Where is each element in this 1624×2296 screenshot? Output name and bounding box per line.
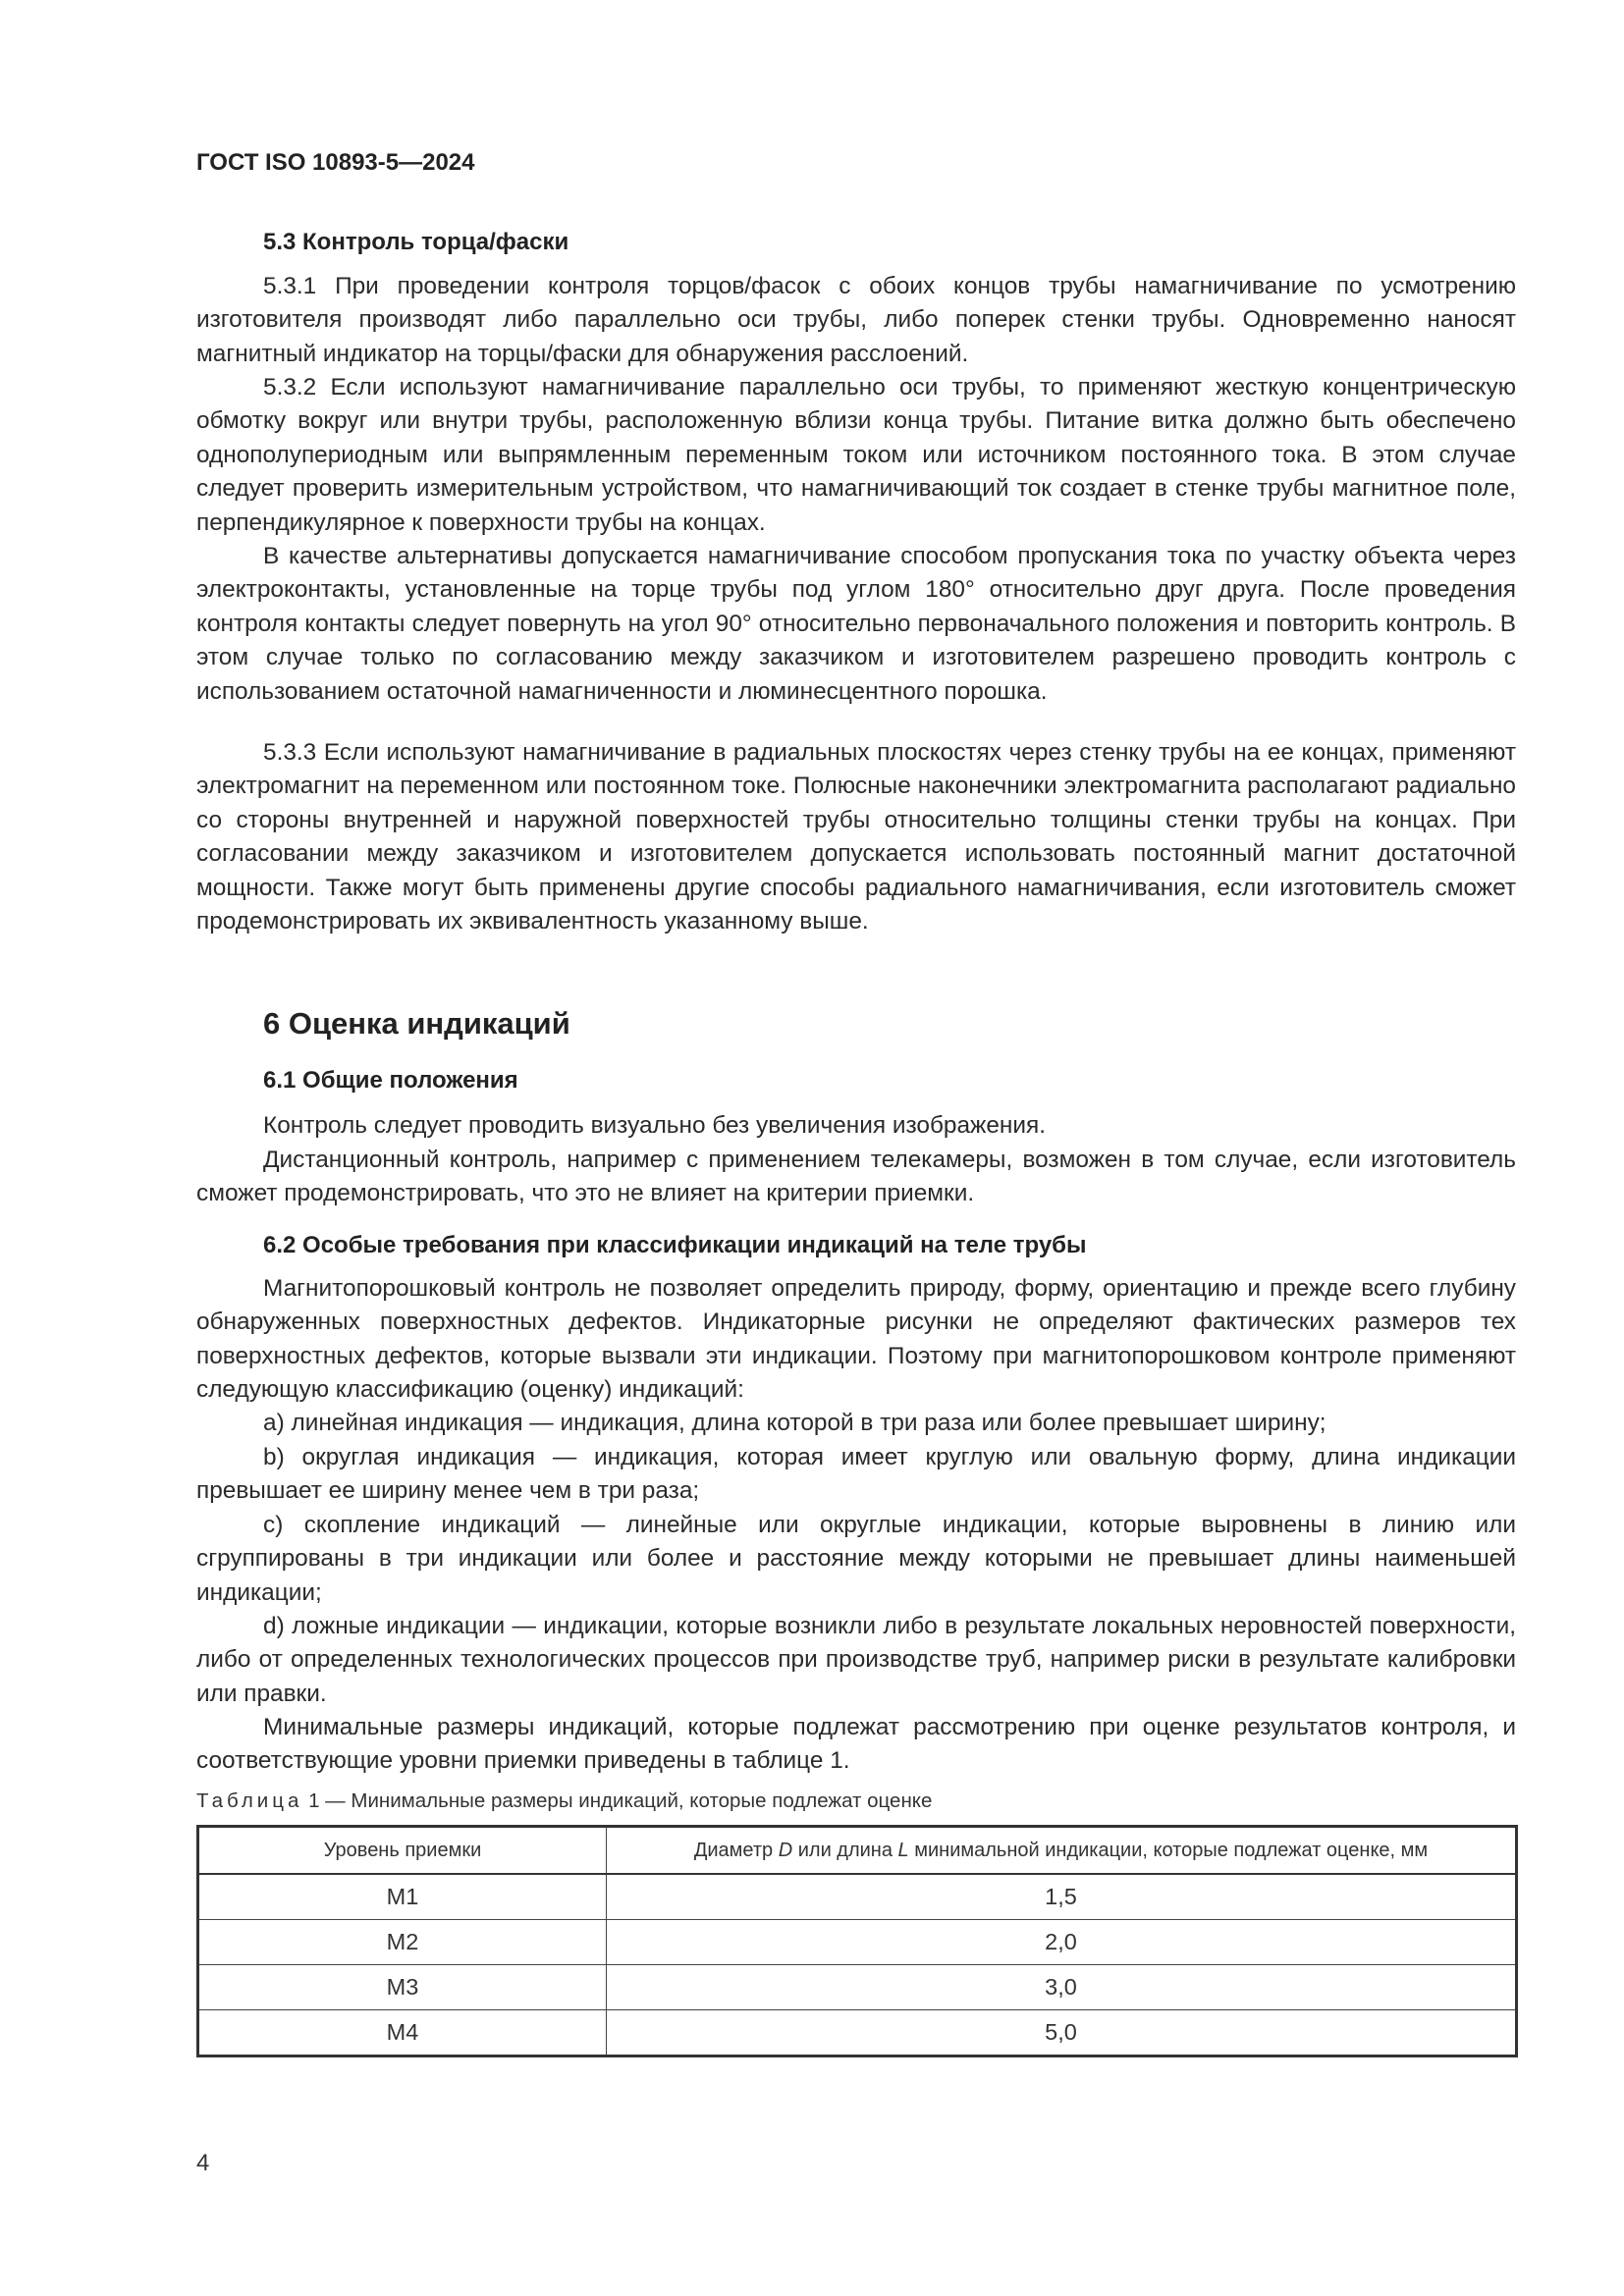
paragraph-6-2-intro: Магнитопорошковый контроль не позволяет определить природу, форму, ориентацию и прежде всего глубину обнаруженных поверхностных дефектов. Индикаторные рисунки не определяют фактических размеров тех поверхностных дефектов, которые вызвали эти индикации. Поэтому при магнитопорошковом контроле применяют следующую классификацию (оценку) индикаций: — [196, 1275, 1516, 1404]
document-header: ГОСТ ISO 10893-5—2024 — [196, 149, 475, 176]
page-number: 4 — [196, 2150, 210, 2176]
list-item-c: c) скопление индикаций — линейные или округлые индикации, которые выровнены в линию или сгруппированы в три индикации или более и расстояние между которыми не превышает длины наименьшей индикации; — [196, 1512, 1516, 1606]
column-header-level: Уровень приемки — [198, 1827, 607, 1875]
table-cell-size: 1,5 — [607, 1874, 1517, 1920]
section-6-heading: 6 Оценка индикаций — [263, 1006, 570, 1041]
column-header-size: Диаметр D или длина L минимальной индикации, которые подлежат оценке, мм — [607, 1827, 1517, 1875]
paragraph-6-2-closing: Минимальные размеры индикаций, которые подлежат рассмотрению при оценке результатов контроля, и соответствующие уровни приемки приведены в таблице 1. — [196, 1714, 1516, 1775]
acceptance-levels-table — [196, 1825, 1518, 2057]
paragraph-5-3-2: 5.3.2 Если используют намагничивание параллельно оси трубы, то применяют жесткую концентрическую обмотку вокруг или внутри трубы, расположенную вблизи конца трубы. Питание витка должно быть обеспечено однополупериодным или выпрямленным переменным током или источником постоянного тока. В этом случае следует проверить измерительным устройством, что намагничивающий ток создает в стенке трубы магнитное поле, перпендикулярное к поверхности трубы на концах. — [196, 374, 1516, 536]
section-6-1-heading: 6.1 Общие положения — [263, 1067, 518, 1094]
table-cell-level: M3 — [198, 1965, 607, 2010]
paragraph-5-3-1: 5.3.1 При проведении контроля торцов/фасок с обоих концов трубы намагничивание по усмотрению изготовителя производят либо параллельно оси трубы, либо поперек стенки трубы. Одновременно наносят магнитный индикатор на торцы/фаски для обнаружения расслоений. — [196, 273, 1516, 367]
section-5-3-heading: 5.3 Контроль торца/фаски — [263, 229, 569, 255]
table-cell-size: 2,0 — [607, 1920, 1517, 1965]
table-cell-level: M2 — [198, 1920, 607, 1965]
paragraph-6-1-b: Дистанционный контроль, например с применением телекамеры, возможен в том случае, если изготовитель сможет продемонстрировать, что это не влияет на критерии приемки. — [196, 1147, 1516, 1207]
table-cell-size: 3,0 — [607, 1965, 1517, 2010]
table-caption-text: 1 — Минимальные размеры индикаций, которые подлежат оценке — [302, 1789, 933, 1812]
table-row — [198, 2010, 1517, 2056]
list-item-b: b) округлая индикация — индикация, которая имеет круглую или овальную форму, длина индикации превышает ее ширину менее чем в три раза; — [196, 1444, 1516, 1505]
table-cell-level: M1 — [198, 1874, 607, 1920]
list-item-d: d) ложные индикации — индикации, которые возникли либо в результате локальных неровностей поверхности, либо от определенных технологических процессов при производстве труб, например риски в результате калибровки или правки. — [196, 1613, 1516, 1707]
table-header-row — [198, 1827, 1517, 1875]
list-item-a: a) линейная индикация — индикация, длина которой в три раза или более превышает ширину; — [263, 1410, 1326, 1436]
table-caption-label: Таблица — [196, 1789, 303, 1812]
table-cell-level: M4 — [198, 2010, 607, 2056]
paragraph-5-3-3: 5.3.3 Если используют намагничивание в радиальных плоскостях через стенку трубы на ее концах, применяют электромагнит на переменном или постоянном токе. Полюсные наконечники электромагнита располагают радиально со стороны внутренней и наружной поверхностей трубы относительно толщины стенки трубы на концах. При согласовании между заказчиком и изготовителем допускается использовать постоянный магнит достаточной мощности. Также могут быть применены другие способы радиального намагничивания, если изготовитель сможет продемонстрировать их эквивалентность указанному выше. — [196, 739, 1516, 935]
table-caption — [196, 1789, 932, 1813]
table-cell-size: 5,0 — [607, 2010, 1517, 2056]
table-row — [198, 1874, 1517, 1920]
table-row — [198, 1965, 1517, 2010]
paragraph-alternative: В качестве альтернативы допускается намагничивание способом пропускания тока по участку объекта через электроконтакты, установленные на торце трубы под углом 180° относительно друг друга. После проведения контроля контакты следует повернуть на угол 90° относительно первоначального положения и повторить контроль. В этом случае только по согласованию между заказчиком и изготовителем разрешено проводить контроль с использованием остаточной намагниченности и люминесцентного порошка. — [196, 543, 1516, 705]
table-row — [198, 1920, 1517, 1965]
paragraph-6-1-a: Контроль следует проводить визуально без увеличения изображения. — [263, 1112, 1047, 1139]
section-6-2-heading: 6.2 Особые требования при классификации индикаций на теле трубы — [263, 1232, 1087, 1258]
